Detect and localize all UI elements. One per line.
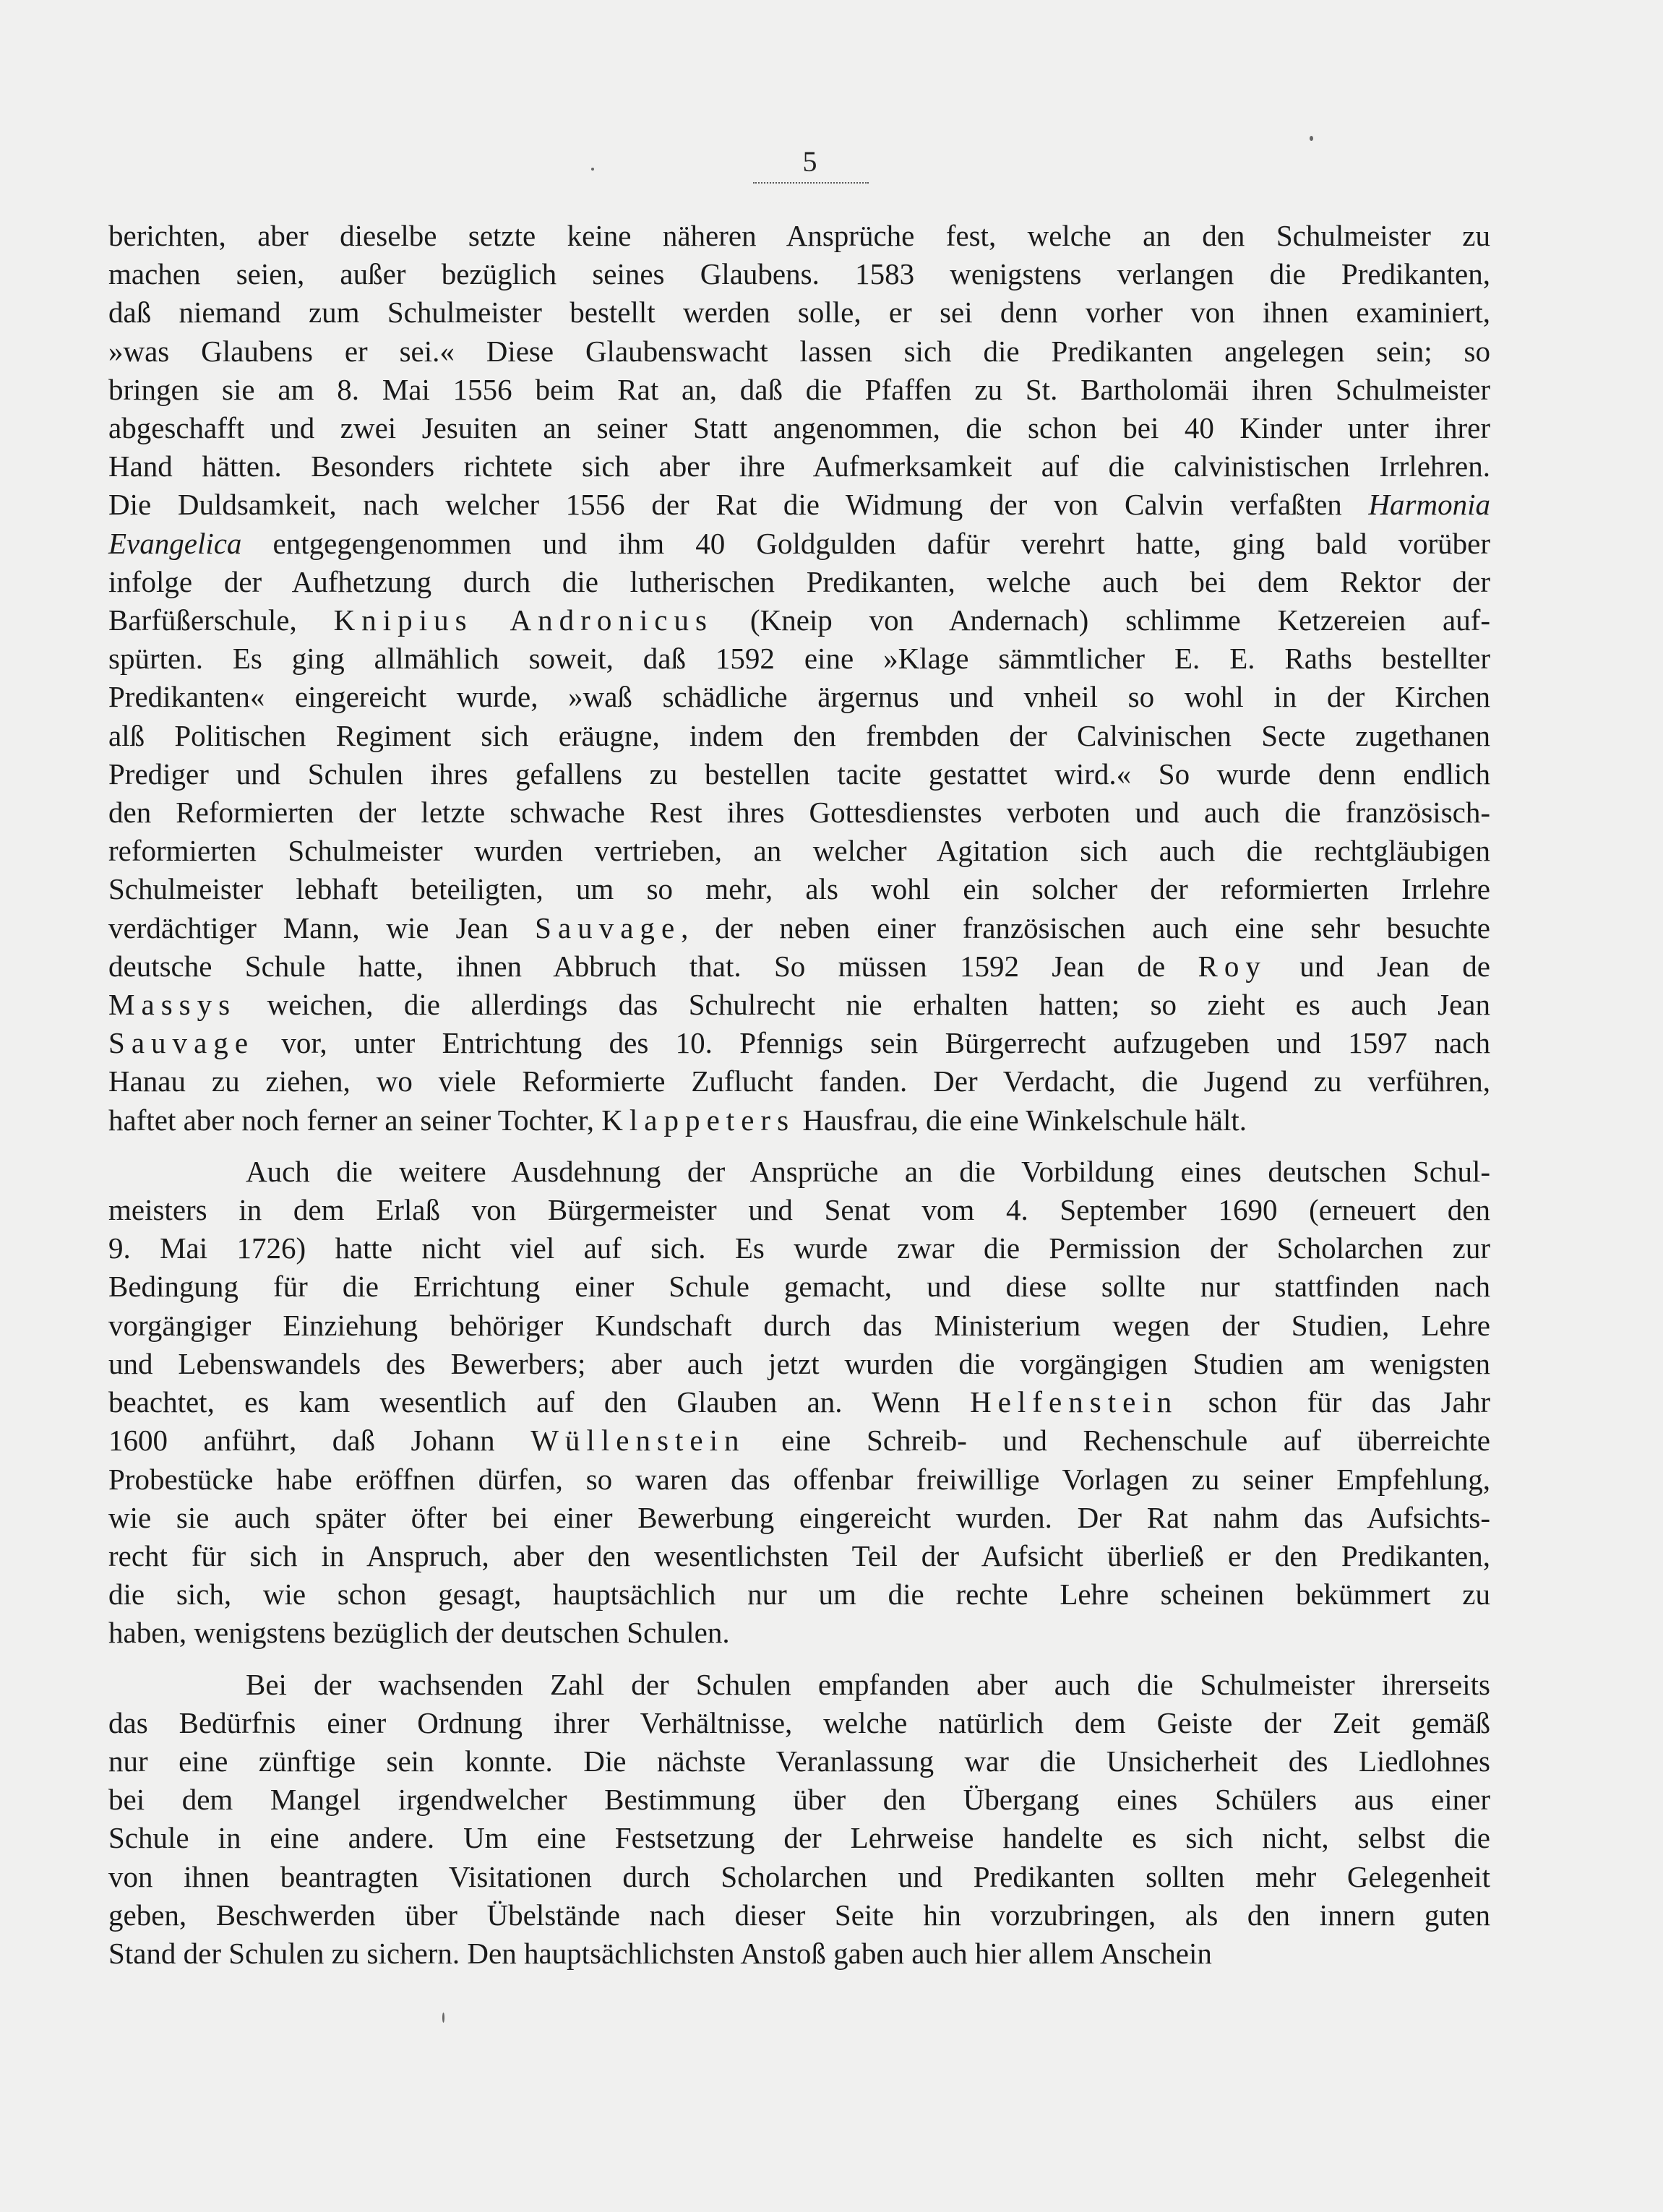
paragraph-3 — [108, 1666, 1490, 1974]
text-line: den Reformierten der letzte schwache Rest ihres Gottesdienstes verboten und auch die französisch- — [108, 796, 1490, 830]
text-line: Schulmeister lebhaft beteiligten, um so mehr, als wohl ein solcher der reformierten Irrlehre — [108, 872, 1490, 906]
text-line: Massys weichen, die allerdings das Schulrecht nie erhalten hatten; so zieht es auch Jean — [108, 988, 1490, 1022]
text-line: die sich, wie schon gesagt, hauptsächlich nur um die rechte Lehre scheinen bekümmert zu — [108, 1578, 1490, 1611]
text-line: machen seien, außer bezüglich seines Glaubens. 1583 wenigstens verlangen die Predikanten, — [108, 257, 1490, 291]
body-text — [108, 217, 1490, 1973]
scan-speck — [591, 168, 594, 171]
text-line: alß Politischen Regiment sich eräugne, indem den frembden der Calvinischen Secte zugethanen — [108, 718, 1490, 752]
text-line: meisters in dem Erlaß von Bürgermeister und Senat vom 4. September 1690 (erneuert den — [108, 1193, 1490, 1227]
text-line: verdächtiger Mann, wie Jean Sauvage, der neben einer französischen auch eine sehr besuchte — [108, 911, 1490, 944]
text-line: daß niemand zum Schulmeister bestellt werden solle, er sei denn vorher von ihnen examiniert, — [108, 296, 1490, 330]
text-line: haftet aber noch ferner an seiner Tochter, Klappeters Hausfrau, die eine Winkelschule hält. — [108, 1103, 1247, 1137]
text-line: bei dem Mangel irgendwelcher Bestimmung über den Übergang eines Schülers aus einer — [108, 1783, 1490, 1817]
text-line: wie sie auch später öfter bei einer Bewerbung eingereicht wurden. Der Rat nahm das Aufsichts- — [108, 1500, 1490, 1534]
text-line: vorgängiger Einziehung behöriger Kundschaft durch das Ministerium wegen der Studien, Lehre — [108, 1308, 1490, 1342]
text-line: deutsche Schule hatte, ihnen Abbruch that. So müssen 1592 Jean de Roy und Jean de — [108, 949, 1490, 983]
page-number-ornament — [753, 182, 869, 184]
text-line: Schule in eine andere. Um eine Festsetzung der Lehrweise handelte es sich nicht, selbst die — [108, 1821, 1490, 1855]
text-line: und Lebenswandels des Bewerbers; aber auch jetzt wurden die vorgängigen Studien am wenigsten — [108, 1346, 1490, 1380]
text-line: Bedingung für die Errichtung einer Schule gemacht, und diese sollte nur stattfinden nach — [108, 1270, 1490, 1304]
text-line: infolge der Aufhetzung durch die lutherischen Predikanten, welche auch bei dem Rektor der — [108, 564, 1490, 598]
text-line: Die Duldsamkeit, nach welcher 1556 der Rat die Widmung der von Calvin verfaßten Harmonia — [108, 488, 1490, 522]
text-line: Sauvage vor, unter Entrichtung des 10. Pfennigs sein Bürgerrecht aufzugeben und 1597 nach — [108, 1026, 1490, 1060]
text-line: Predikanten« eingereicht wurde, »waß schädliche ärgernus und vnheil so wohl in der Kirchen — [108, 680, 1490, 714]
text-line: Hanau zu ziehen, wo viele Reformierte Zuflucht fanden. Der Verdacht, die Jugend zu verführen, — [108, 1064, 1490, 1098]
text-line: Barfüßerschule, Knipius Andronicus (Kneip von Andernach) schlimme Ketzereien auf- — [108, 603, 1490, 637]
text-line: Probestücke habe eröffnen dürfen, so waren das offenbar freiwillige Vorlagen zu seiner Empfehlung, — [108, 1462, 1490, 1496]
text-line: 9. Mai 1726) hatte nicht viel auf sich. Es wurde zwar die Permission der Scholarchen zur — [108, 1231, 1490, 1265]
paragraph-1 — [108, 217, 1490, 1140]
text-line: bringen sie am 8. Mai 1556 beim Rat an, daß die Pfaffen zu St. Bartholomäi ihren Schulmeister — [108, 372, 1490, 406]
text-line: beachtet, es kam wesentlich auf den Glauben an. Wenn Helfenstein schon für das Jahr — [108, 1385, 1490, 1419]
scan-speck — [442, 2013, 444, 2023]
scan-speck — [1310, 136, 1313, 141]
text-line: Stand der Schulen zu sichern. Den hauptsächlichsten Anstoß gaben auch hier allem Anschein — [108, 1936, 1212, 1970]
text-line: Auch die weitere Ausdehnung der Ansprüche an die Vorbildung eines deutschen Schul- — [246, 1154, 1490, 1188]
text-line: nur eine zünftige sein konnte. Die nächste Veranlassung war die Unsicherheit des Liedlohnes — [108, 1744, 1490, 1778]
paragraph-2 — [108, 1153, 1490, 1653]
text-line: recht für sich in Anspruch, aber den wesentlichsten Teil der Aufsicht überließ er den Predikanten, — [108, 1538, 1490, 1572]
text-line: spürten. Es ging allmählich soweit, daß 1592 eine »Klage sämmtlicher E. E. Raths bestellter — [108, 642, 1490, 676]
page-number: 5 — [802, 145, 817, 178]
text-line: haben, wenigstens bezüglich der deutschen Schulen. — [108, 1616, 730, 1650]
text-line: abgeschafft und zwei Jesuiten an seiner Statt angenommen, die schon bei 40 Kinder unter ihrer — [108, 411, 1490, 445]
text-line: von ihnen beantragten Visitationen durch Scholarchen und Predikanten sollten mehr Gelegenheit — [108, 1859, 1490, 1893]
text-line: geben, Beschwerden über Übelstände nach dieser Seite hin vorzubringen, als den innern guten — [108, 1898, 1490, 1932]
text-line: das Bedürfnis einer Ordnung ihrer Verhältnisse, welche natürlich dem Geiste der Zeit gemäß — [108, 1705, 1490, 1739]
text-line: 1600 anführt, daß Johann Wüllenstein eine Schreib- und Rechenschule auf überreichte — [108, 1424, 1490, 1458]
text-line: berichten, aber dieselbe setzte keine näheren Ansprüche fest, welche an den Schulmeister zu — [108, 219, 1490, 252]
text-line: Evangelica entgegengenommen und ihm 40 Goldgulden dafür verehrt hatte, ging bald vorüber — [108, 526, 1490, 560]
text-line: Bei der wachsenden Zahl der Schulen empfanden aber auch die Schulmeister ihrerseits — [246, 1667, 1490, 1701]
text-line: »was Glaubens er sei.« Diese Glaubenswacht lassen sich die Predikanten angelegen sein; so — [108, 334, 1490, 368]
text-line: reformierten Schulmeister wurden vertrieben, an welcher Agitation sich auch die rechtgläubigen — [108, 834, 1490, 868]
text-line: Prediger und Schulen ihres gefallens zu bestellen tacite gestattet wird.« So wurde denn endlich — [108, 757, 1490, 791]
text-line: Hand hätten. Besonders richtete sich aber ihre Aufmerksamkeit auf die calvinistischen Irrlehren. — [108, 449, 1490, 483]
